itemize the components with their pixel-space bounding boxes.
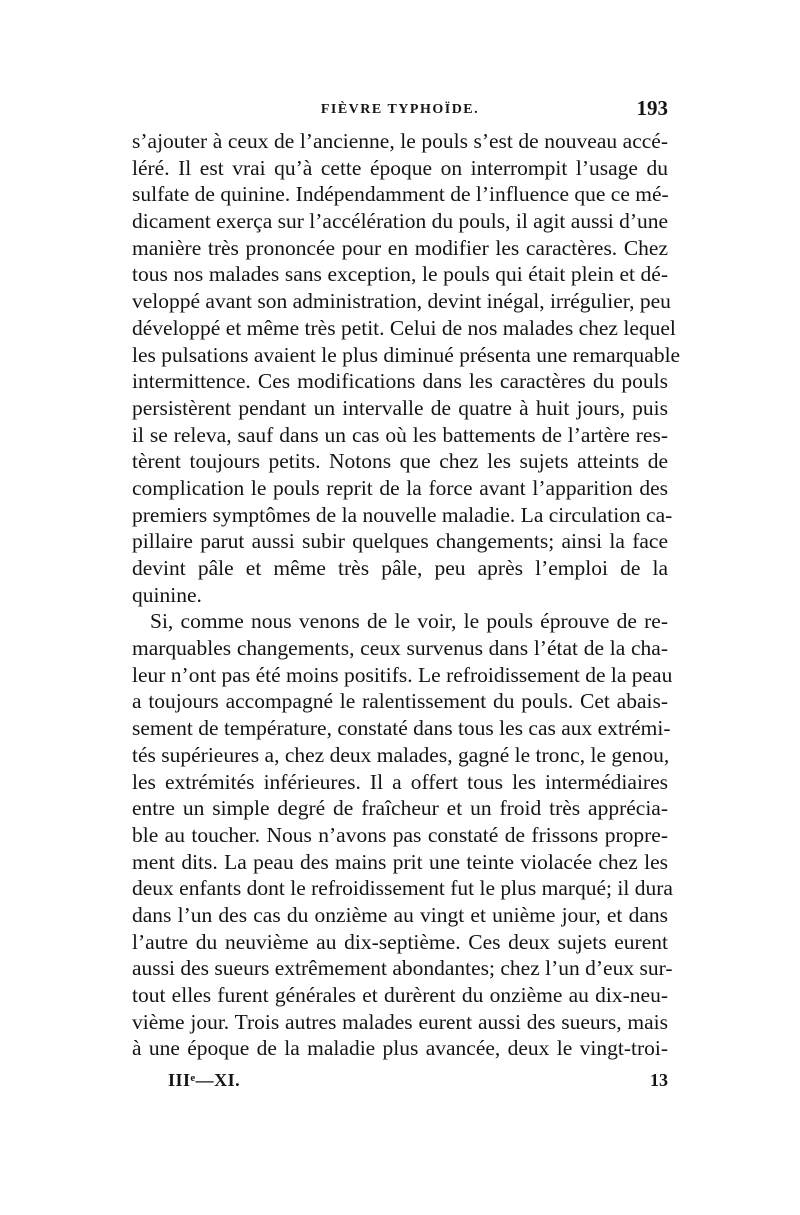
text-line: dicament exerça sur l’accélération du pouls, il agit aussi d’une <box>132 209 669 234</box>
text-line-paragraph-end: quinine. <box>132 582 202 607</box>
text-line: s’ajouter à ceux de l’ancienne, le pouls s’est de nouveau accé- <box>132 129 668 153</box>
text-line: vième jour. Trois autres malades eurent aussi des sueurs, mais <box>132 1009 668 1034</box>
text-line: manière très prononcée pour en modifier les caractères. Chez <box>132 235 668 260</box>
page-footer <box>132 1070 668 1098</box>
text-line: sement de température, constaté dans tous les cas aux extrémi- <box>132 716 671 741</box>
text-line: sulfate de quinine. Indépendamment de l’influence que ce mé- <box>132 182 669 207</box>
text-line: devint pâle et même très pâle, peu après l’emploi de la <box>132 556 668 580</box>
text-line: il se releva, sauf dans un cas où les battements de l’artère res- <box>132 422 668 447</box>
text-line: leur n’ont pas été moins positifs. Le refroidissement de la peau <box>132 662 673 687</box>
text-line: tés supérieures a, chez deux malades, gagné le tronc, le genou, <box>132 742 670 767</box>
text-line: aussi des sueurs extrêmement abondantes; chez l’un d’eux sur- <box>132 956 673 981</box>
text-line: les pulsations avaient le plus diminué présenta une remarquable <box>132 342 681 367</box>
page-number: 193 <box>636 96 668 120</box>
running-title: FIÈVRE TYPHOÏDE. <box>320 102 480 117</box>
signature-number: 13 <box>650 1070 668 1090</box>
signature-mark: IIIᵉ—XI. <box>168 1070 241 1090</box>
text-line: tous nos malades sans exception, le pouls qui était plein et dé- <box>132 262 668 287</box>
text-line: entre un simple degré de fraîcheur et un froid très apprécia- <box>132 796 668 821</box>
text-line: veloppé avant son administration, devint inégal, irrégulier, peu <box>132 289 671 314</box>
body-text <box>132 128 681 1062</box>
text-line: dans l’un des cas du onzième au vingt et unième jour, et dans <box>132 902 668 927</box>
text-line: l’autre du neuvième au dix-septième. Ces deux sujets eurent <box>132 929 668 954</box>
text-line: ment dits. La peau des mains prit une teinte violacée chez les <box>132 849 668 874</box>
text-line: complication le pouls reprit de la force avant l’apparition des <box>132 475 668 500</box>
text-line: marquables changements, ceux survenus dans l’état de la cha- <box>132 636 668 661</box>
text-line: ble au toucher. Nous n’avons pas constaté de frissons propre- <box>132 822 668 847</box>
text-line: à une époque de la maladie plus avancée, deux le vingt-troi- <box>132 1036 668 1061</box>
text-line: les extrémités inférieures. Il a offert tous les intermédiaires <box>132 769 668 794</box>
text-line: tout elles furent générales et durèrent du onzième au dix-neu- <box>132 983 668 1007</box>
text-line: intermittence. Ces modifications dans les caractères du pouls <box>132 369 668 394</box>
running-head <box>132 96 668 126</box>
text-line-paragraph-start: Si, comme nous venons de le voir, le pouls éprouve de re- <box>150 609 668 634</box>
text-line: pillaire parut aussi subir quelques changements; ainsi la face <box>132 529 668 554</box>
text-line: a toujours accompagné le ralentissement du pouls. Cet abais- <box>132 689 668 714</box>
text-line: léré. Il est vrai qu’à cette époque on interrompit l’usage du <box>132 155 668 180</box>
text-line: premiers symptômes de la nouvelle maladie. La circulation ca- <box>132 502 673 527</box>
text-line: persistèrent pendant un intervalle de quatre à huit jours, puis <box>132 395 668 420</box>
text-line: deux enfants dont le refroidissement fut le plus marqué; il dura <box>132 876 673 901</box>
text-line: tèrent toujours petits. Notons que chez les sujets atteints de <box>132 449 668 474</box>
text-line: développé et même très petit. Celui de nos malades chez lequel <box>132 315 676 340</box>
